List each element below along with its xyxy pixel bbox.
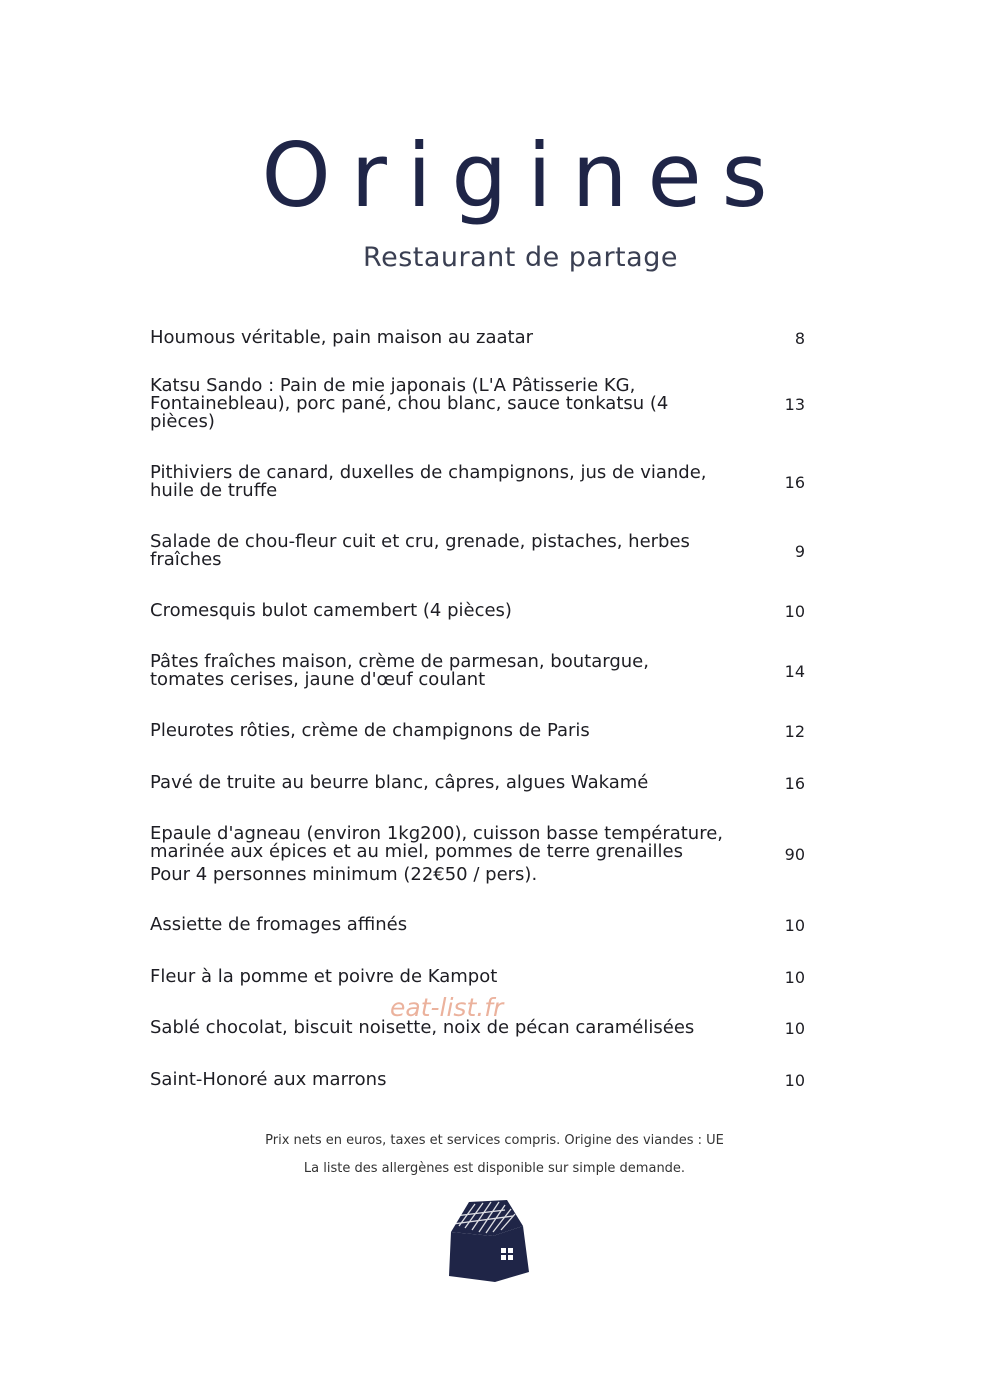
- menu-list: [150, 326, 805, 1092]
- menu-item-price: 16: [784, 773, 805, 793]
- menu-item-price: 9: [794, 541, 805, 561]
- menu-item: [150, 533, 805, 569]
- menu-item-price: 10: [784, 1070, 805, 1090]
- menu-item-price: 10: [784, 1018, 805, 1038]
- menu-item-price: 14: [784, 661, 805, 681]
- menu-item: [150, 326, 805, 350]
- menu-item: [150, 464, 805, 500]
- watermark-text: eat-list.fr: [390, 993, 504, 1022]
- menu-item: [150, 823, 805, 885]
- menu-item: [150, 599, 805, 623]
- menu-item: [150, 653, 805, 689]
- menu-item: [150, 771, 805, 795]
- menu-item-name: Sablé chocolat, biscuit noisette, noix de pécan caramélisées: [150, 1017, 695, 1038]
- menu-item: [150, 913, 805, 937]
- menu-item-name: Katsu Sando : Pain de mie japonais (L'A Pâtisserie KG, Fontainebleau), porc pané, chou blanc, sauce tonkatsu (4 pièces): [150, 375, 669, 432]
- menu-item-name: Pâtes fraîches maison, crème de parmesan, boutargue, tomates cerises, jaune d'œuf coulant: [150, 651, 649, 690]
- restaurant-name: Origines: [261, 124, 788, 227]
- menu-item: [150, 1068, 805, 1092]
- restaurant-tagline: Restaurant de partage: [363, 242, 678, 273]
- menu-item-price: 8: [794, 328, 805, 348]
- menu-item-name: Fleur à la pomme et poivre de Kampot: [150, 966, 498, 987]
- brand-header: [0, 124, 989, 273]
- menu-item: [150, 719, 805, 743]
- menu-item-price: 10: [784, 967, 805, 987]
- menu-item-price: 90: [784, 844, 805, 864]
- menu-item-name: Pithiviers de canard, duxelles de champignons, jus de viande, huile de truffe: [150, 462, 707, 501]
- menu-item-name: [150, 822, 750, 885]
- menu-item: [150, 377, 805, 431]
- house-icon: [445, 1196, 535, 1286]
- allergen-note: La liste des allergènes est disponible sur simple demande.: [303, 1161, 686, 1176]
- menu-item-note: Pour 4 personnes minimum (22€50 / pers).: [150, 863, 538, 885]
- menu-item-price: 16: [784, 472, 805, 492]
- menu-item-name: Pavé de truite au beurre blanc, câpres, algues Wakamé: [150, 772, 649, 793]
- menu-item-price: 12: [784, 721, 805, 741]
- menu-item-name: Salade de chou-fleur cuit et cru, grenade, pistaches, herbes fraîches: [150, 531, 690, 570]
- menu-item-price: 13: [784, 394, 805, 414]
- menu-item: [150, 965, 805, 989]
- menu-item-name: Saint-Honoré aux marrons: [150, 1069, 387, 1090]
- menu-item-name: Pleurotes rôties, crème de champignons de Paris: [150, 720, 590, 741]
- menu-item-name: Houmous véritable, pain maison au zaatar: [150, 327, 534, 348]
- menu-item-name: Cromesquis bulot camembert (4 pièces): [150, 600, 512, 621]
- menu-footer: [0, 1133, 989, 1189]
- menu-item-price: 10: [784, 915, 805, 935]
- house-logo-svg: [445, 1196, 535, 1286]
- menu-item-price: 10: [784, 601, 805, 621]
- menu-item-description: Epaule d'agneau (environ 1kg200), cuisson basse température, marinée aux épices et au miel, pommes de terre grenailles: [150, 822, 724, 862]
- pricing-note: Prix nets en euros, taxes et services compris. Origine des viandes : UE: [265, 1133, 724, 1148]
- menu-item-name: Assiette de fromages affinés: [150, 914, 408, 935]
